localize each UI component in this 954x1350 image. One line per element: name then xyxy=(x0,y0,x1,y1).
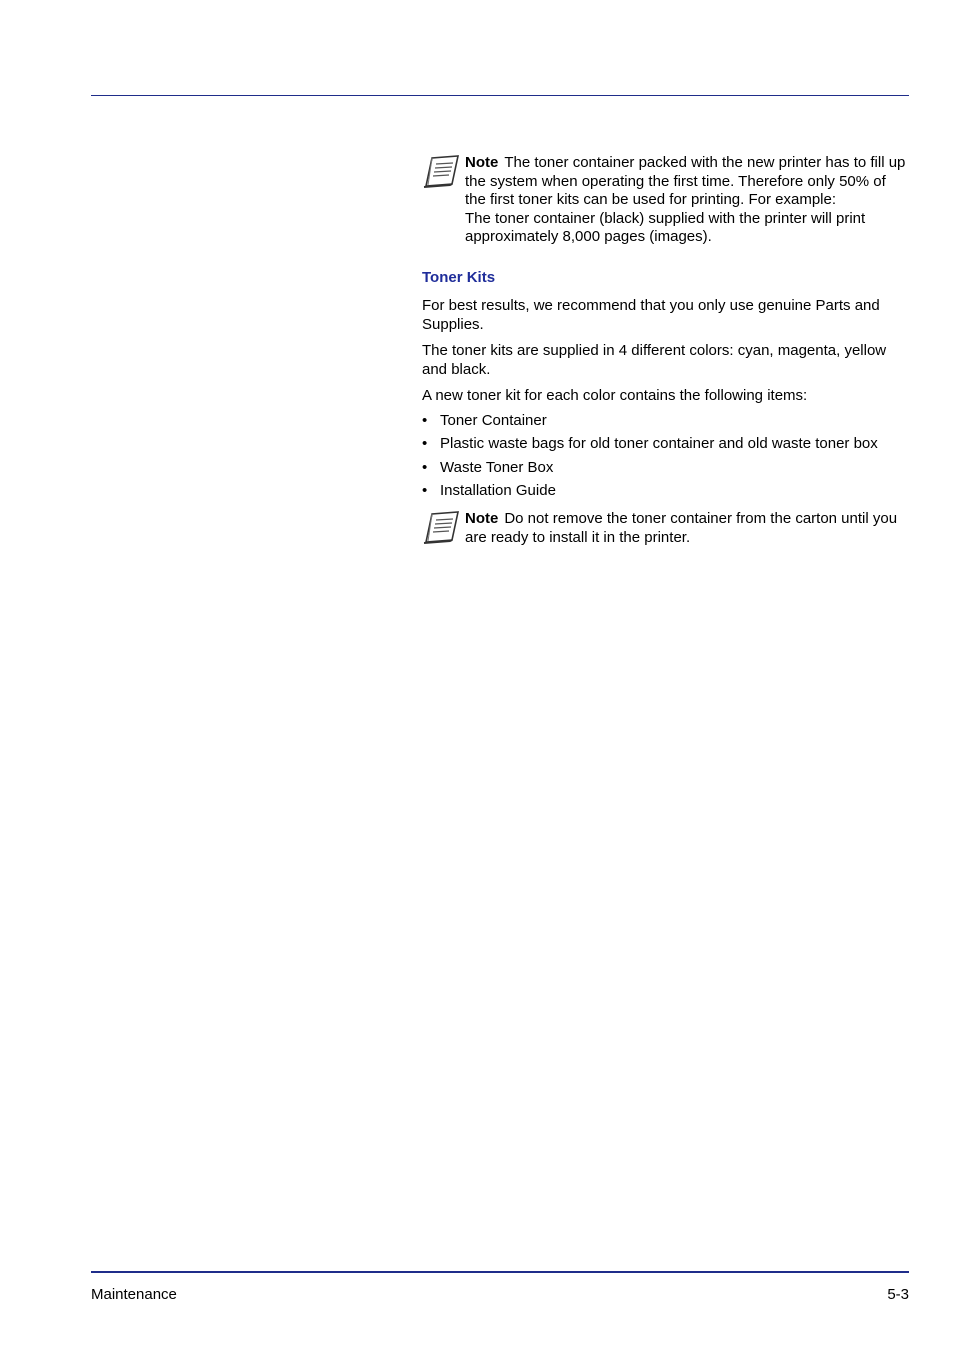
page-number: 5-3 xyxy=(887,1286,909,1303)
bullet-icon: • xyxy=(422,435,428,453)
list-item-text: Plastic waste bags for old toner container and old waste toner box xyxy=(440,435,878,453)
list-item-text: Waste Toner Box xyxy=(440,458,554,476)
note-line: Do not remove the toner container from the carton until you are ready to install it in the printer. xyxy=(465,510,898,546)
bullet-icon: • xyxy=(422,412,428,429)
bullet-icon: • xyxy=(422,481,428,499)
list-item xyxy=(422,482,909,505)
note-line: The toner container packed with the new printer has to fill up the system when operating the first time. Therefore only 50% of the first toner kits can be used for printing. For example: xyxy=(465,154,906,209)
note-title: Note xyxy=(465,154,499,171)
note-line: The toner container (black) supplied with the printer will print approximately 8,000 pages (images). xyxy=(465,209,866,246)
paragraph: For best results, we recommend that you only use genuine Parts and Supplies. xyxy=(422,297,880,333)
note-text xyxy=(465,154,909,247)
paragraph: A new toner kit for each color contains the following items: xyxy=(422,387,808,404)
note-text xyxy=(465,510,909,547)
note-icon xyxy=(422,510,460,544)
list-item-text: Toner Container xyxy=(440,412,547,429)
toner-kit-items-list xyxy=(422,412,909,505)
header-rule xyxy=(91,95,909,96)
note-title: Note xyxy=(465,510,499,527)
bullet-icon: • xyxy=(422,458,428,476)
list-item xyxy=(422,435,909,458)
note-icon xyxy=(422,154,460,188)
footer-chapter: Maintenance xyxy=(91,1286,177,1303)
paragraph: The toner kits are supplied in 4 different colors: cyan, magenta, yellow and black. xyxy=(422,342,887,378)
section-heading: Toner Kits xyxy=(422,269,496,286)
list-item xyxy=(422,412,909,435)
list-item xyxy=(422,459,909,482)
footer-rule xyxy=(91,1271,909,1273)
list-item-text: Installation Guide xyxy=(440,481,556,499)
